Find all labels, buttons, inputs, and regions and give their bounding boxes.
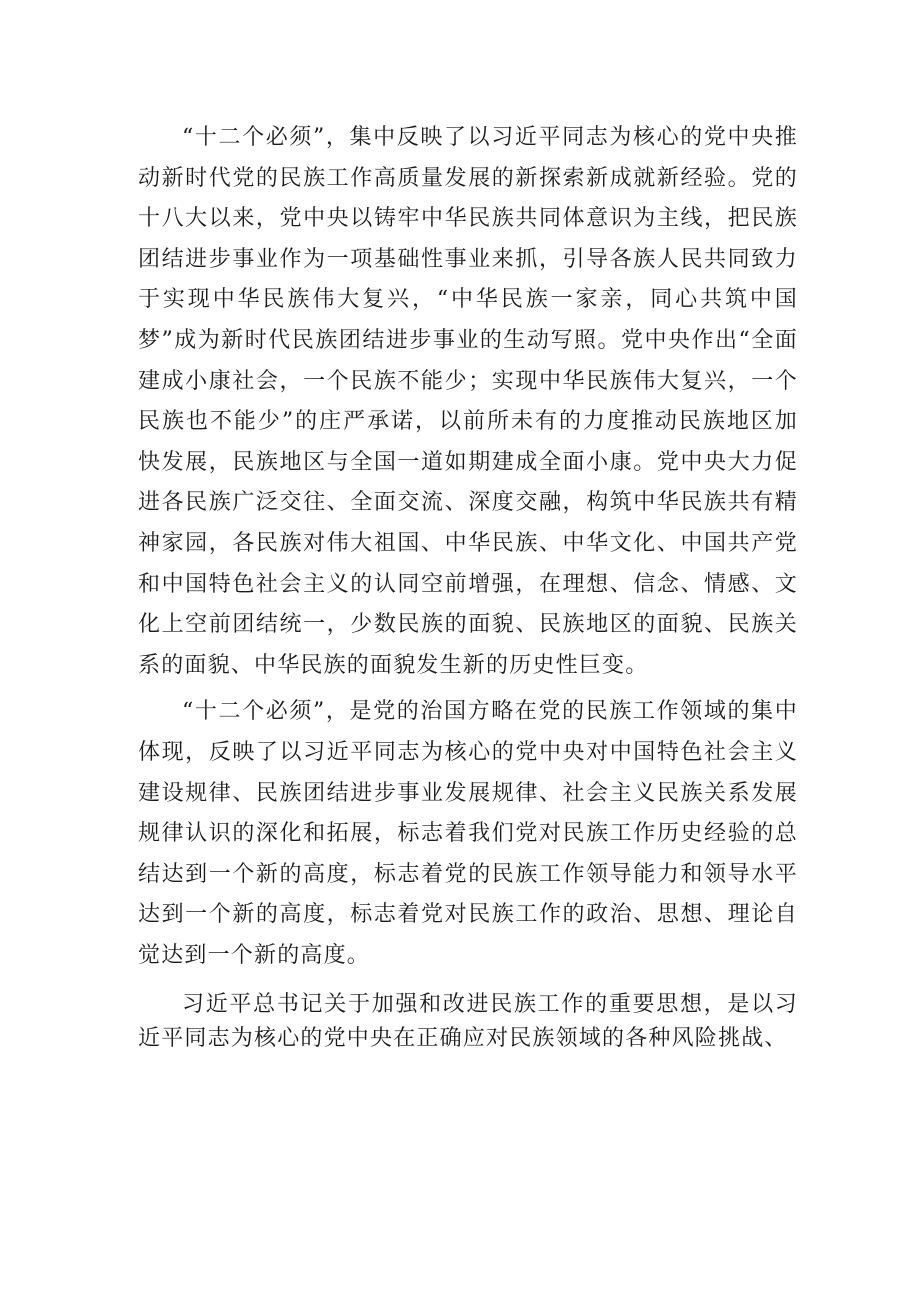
paragraph-3: 习近平总书记关于加强和改进民族工作的重要思想，是以习近平同志为核心的党中央在正确应对民族领域的各种风险挑战、 xyxy=(138,992,798,1052)
document-body xyxy=(138,118,798,1056)
paragraph-1: “十二个必须”，集中反映了以习近平同志为核心的党中央推动新时代党的民族工作高质量发展的新探索新成就新经验。党的十八大以来，党中央以铸牢中华民族共同体意识为主线，把民族团结进步事业作为一项基础性事业来抓，引导各族人民共同致力于实现中华民族伟大复兴，“中华民族一家亲，同心共筑中国梦”成为新时代民族团结进步事业的生动写照。党中央作出“全面建成小康社会，一个民族不能少；实现中华民族伟大复兴，一个民族也不能少”的庄严承诺，以前所未有的力度推动民族地区加快发展，民族地区与全国一道如期建成全面小康。党中央大力促进各民族广泛交往、全面交流、深度交融，构筑中华民族共有精神家园，各民族对伟大祖国、中华民族、中华文化、中国共产党和中国特色社会主义的认同空前增强，在理想、信念、情感、文化上空前团结统一，少数民族的面貌、民族地区的面貌、民族关系的面貌、中华民族的面貌发生新的历史性巨变。 xyxy=(138,125,798,678)
paragraph-2: “十二个必须”，是党的治国方略在党的民族工作领域的集中体现，反映了以习近平同志为核心的党中央对中国特色社会主义建设规律、民族团结进步事业发展规律、社会主义民族关系发展规律认识的深化和拓展，标志着我们党对民族工作历史经验的总结达到一个新的高度，标志着党的民族工作领导能力和领导水平达到一个新的高度，标志着党对民族工作的政治、思想、理论自觉达到一个新的高度。 xyxy=(138,699,798,968)
